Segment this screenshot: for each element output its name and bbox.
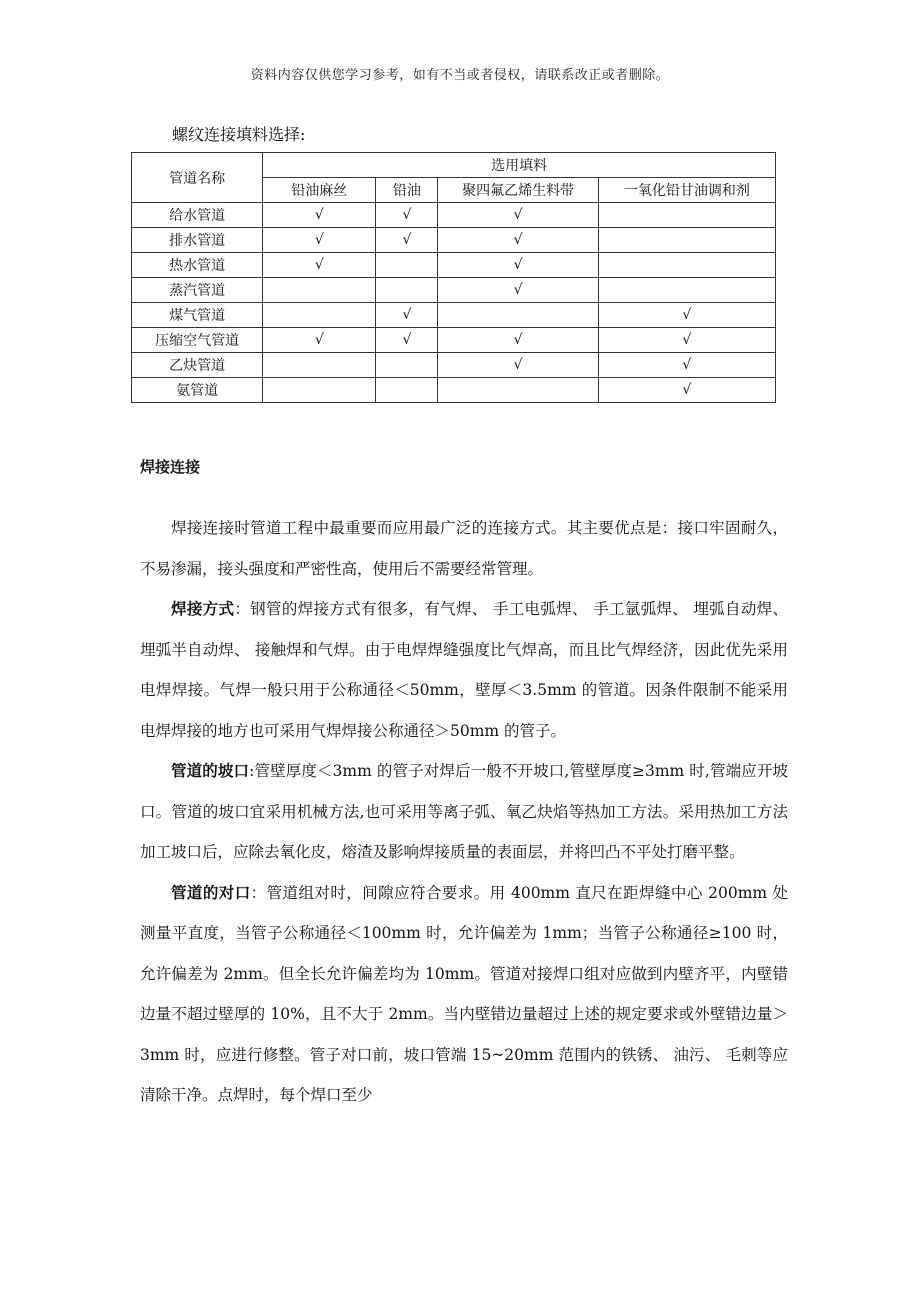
check-cell: √ bbox=[438, 228, 598, 253]
check-cell bbox=[438, 378, 598, 403]
check-cell bbox=[598, 228, 775, 253]
table-row bbox=[132, 203, 776, 228]
check-cell: √ bbox=[376, 303, 438, 328]
check-cell: √ bbox=[263, 203, 376, 228]
filler-selection-table bbox=[131, 152, 776, 403]
check-cell bbox=[438, 303, 598, 328]
filler-group-header: 选用填料 bbox=[263, 153, 776, 178]
check-cell: √ bbox=[598, 328, 775, 353]
paragraph-text: ：管道组对时，间隙应符合要求。用 400mm 直尺在距焊缝中心 200mm 处测量平直度，当管子公称通径＜100mm 时，允许偏差为 1mm；当管子公称通径≥100 时，允许偏差为 2mm。但全长允许偏差均为 10mm。管道对接焊口组对应做到内壁齐平，内壁错边量不超过壁厚的 10%，且不大于 2mm。当内壁错边量超过上述的规定要求或外壁错边量＞3mm 时，应进行修整。管子对口前，坡口管端 15~20mm 范围内的铁锈、 油污、 毛刺等应清除干净。点焊时，每个焊口至少 bbox=[140, 883, 788, 1104]
section-heading: 焊接连接 bbox=[140, 458, 201, 476]
check-cell: √ bbox=[263, 228, 376, 253]
check-cell bbox=[376, 253, 438, 278]
check-cell bbox=[263, 378, 376, 403]
check-cell: √ bbox=[263, 253, 376, 278]
check-cell bbox=[376, 353, 438, 378]
paragraph-label: 管道的坡口 bbox=[171, 762, 250, 780]
check-cell: √ bbox=[598, 378, 775, 403]
pipe-name-cell: 热水管道 bbox=[132, 253, 263, 278]
check-cell bbox=[376, 278, 438, 303]
check-cell: √ bbox=[376, 203, 438, 228]
paragraph-text: :管壁厚度＜3mm 的管子对焊后一般不开坡口,管壁厚度≥3mm 时,管端应开坡口。管道的坡口宜采用机械方法,也可采用等离子弧、氧乙炔焰等热加工方法。采用热加工方法加工坡口后，应除去氧化皮，熔渣及影响焊接质量的表面层，并将凹凸不平处打磨平整。 bbox=[140, 762, 788, 861]
check-cell: √ bbox=[438, 203, 598, 228]
table-row bbox=[132, 303, 776, 328]
check-cell: √ bbox=[376, 228, 438, 253]
table-row bbox=[132, 378, 776, 403]
welding-body bbox=[140, 508, 788, 1116]
check-cell bbox=[598, 253, 775, 278]
check-cell bbox=[263, 278, 376, 303]
table-row bbox=[132, 353, 776, 378]
pipe-name-cell: 氨管道 bbox=[132, 378, 263, 403]
pipe-name-cell: 煤气管道 bbox=[132, 303, 263, 328]
pipe-name-cell: 乙炔管道 bbox=[132, 353, 263, 378]
check-cell: √ bbox=[438, 278, 598, 303]
check-cell: √ bbox=[376, 328, 438, 353]
page-disclaimer: 资料内容仅供您学习参考，如有不当或者侵权，请联系改正或者删除。 bbox=[250, 68, 670, 83]
alignment-paragraph bbox=[140, 873, 788, 1116]
check-cell: √ bbox=[598, 353, 775, 378]
welding-methods-paragraph bbox=[140, 589, 788, 751]
table-row bbox=[132, 253, 776, 278]
check-cell bbox=[376, 378, 438, 403]
check-cell bbox=[263, 353, 376, 378]
pipe-name-cell: 给水管道 bbox=[132, 203, 263, 228]
bevel-paragraph bbox=[140, 751, 788, 873]
check-cell: √ bbox=[438, 353, 598, 378]
check-cell bbox=[598, 278, 775, 303]
check-cell bbox=[598, 203, 775, 228]
check-cell: √ bbox=[598, 303, 775, 328]
filler-header: 聚四氟乙烯生料带 bbox=[438, 178, 598, 203]
check-cell: √ bbox=[263, 328, 376, 353]
filler-header: 铅油 bbox=[376, 178, 438, 203]
pipe-name-cell: 压缩空气管道 bbox=[132, 328, 263, 353]
check-cell: √ bbox=[438, 253, 598, 278]
table-row bbox=[132, 228, 776, 253]
pipe-name-cell: 排水管道 bbox=[132, 228, 263, 253]
pipe-name-cell: 蒸汽管道 bbox=[132, 278, 263, 303]
paragraph-text: ：钢管的焊接方式有很多，有气焊、 手工电弧焊、 手工氩弧焊、 埋弧自动焊、 埋弧半自动焊、 接触焊和气焊。由于电焊焊缝强度比气焊高，而且比气焊经济，因此优先采用电焊焊接。气焊一般只用于公称通径＜50mm，壁厚＜3.5mm 的管道。因条件限制不能采用电焊焊接的地方也可采用气焊焊接公称通径＞50mm 的管子。 bbox=[140, 600, 788, 740]
table-row bbox=[132, 278, 776, 303]
intro-paragraph: 焊接连接时管道工程中最重要而应用最广泛的连接方式。其主要优点是：接口牢固耐久，不易渗漏，接头强度和严密性高，使用后不需要经常管理。 bbox=[140, 519, 788, 578]
paragraph-label: 管道的对口 bbox=[171, 883, 251, 902]
table-caption: 螺纹连接填料选择: bbox=[172, 125, 306, 144]
check-cell: √ bbox=[438, 328, 598, 353]
filler-header: 一氧化铅甘油调和剂 bbox=[598, 178, 775, 203]
table-row bbox=[132, 328, 776, 353]
filler-header: 铅油麻丝 bbox=[263, 178, 376, 203]
check-cell bbox=[263, 303, 376, 328]
pipe-name-header: 管道名称 bbox=[132, 153, 263, 203]
paragraph-label: 焊接方式 bbox=[171, 600, 235, 618]
